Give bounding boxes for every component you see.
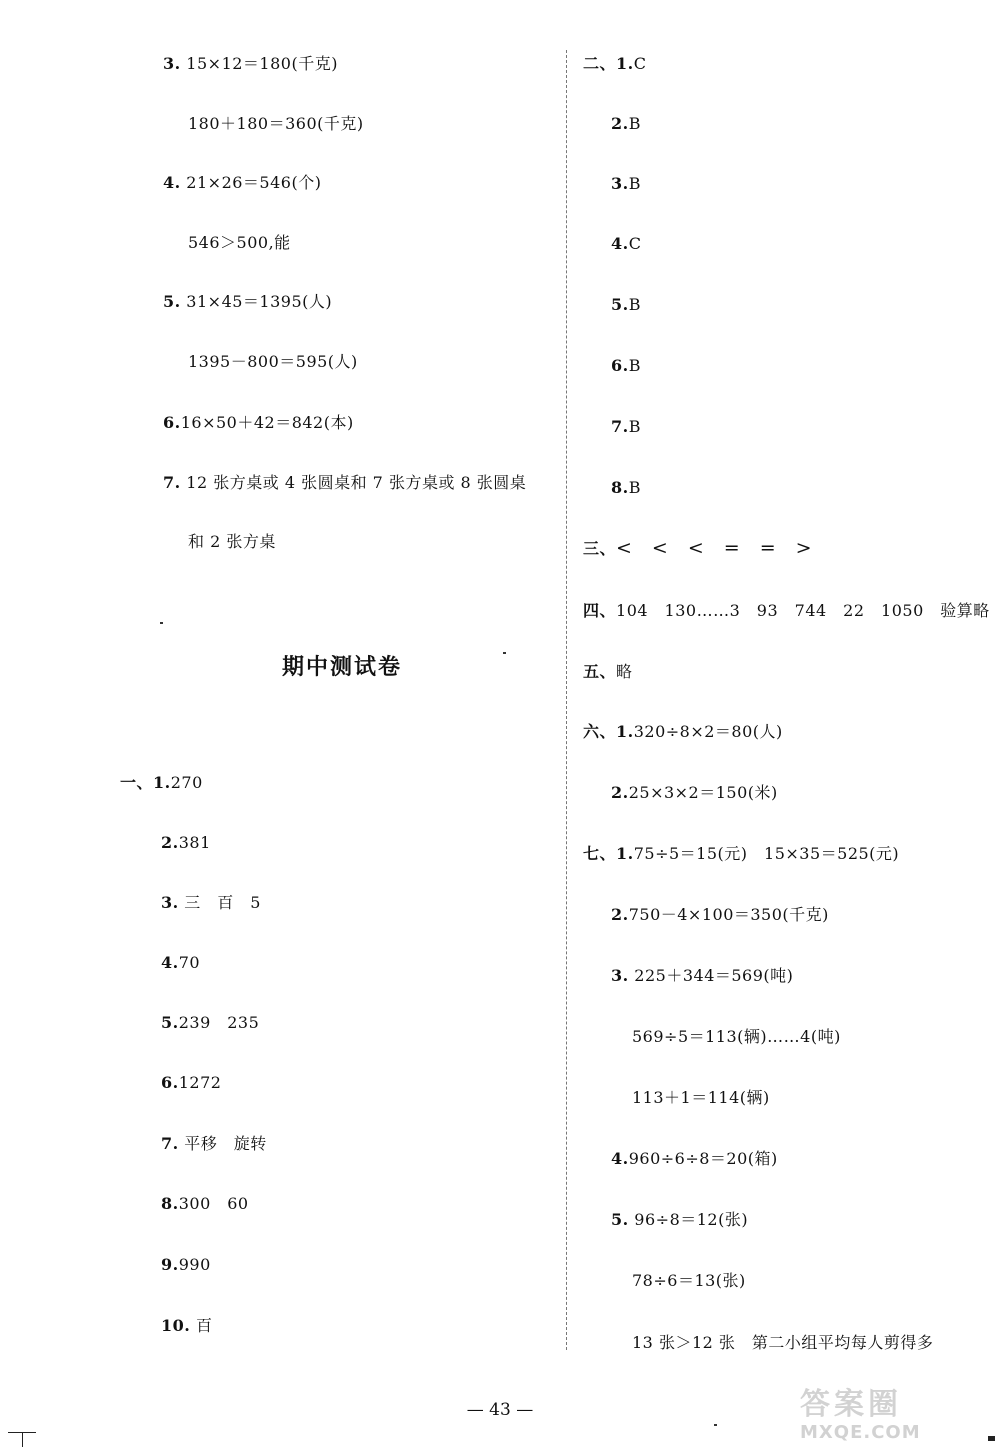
answer-line bbox=[632, 1271, 746, 1291]
answer-text: 15×12＝180(千克) bbox=[186, 54, 338, 73]
item-number: 5. bbox=[161, 1013, 179, 1032]
answer-line-7-4 bbox=[611, 1149, 778, 1169]
item-number: 5. bbox=[611, 1210, 629, 1229]
page-number: — 43 — bbox=[466, 1400, 534, 1420]
item-number: 6. bbox=[611, 356, 629, 375]
midterm-answer-1 bbox=[120, 773, 203, 793]
answer-line-2-4 bbox=[611, 234, 641, 254]
answer-text: 78÷6＝13(张) bbox=[632, 1271, 746, 1290]
item-number: 7. bbox=[161, 1134, 179, 1153]
item-number: 五、 bbox=[583, 662, 617, 681]
midterm-answer-9 bbox=[161, 1255, 211, 1275]
answer-line bbox=[188, 233, 291, 253]
item-number: 2. bbox=[611, 905, 629, 924]
answer-text: 104 130……3 93 744 22 1050 验算略 bbox=[616, 601, 990, 620]
answer-text: 百 bbox=[195, 1316, 213, 1335]
answer-text: 13 张＞12 张 第二小组平均每人剪得多 bbox=[632, 1333, 934, 1352]
item-number: 2. bbox=[161, 833, 179, 852]
item-number: 4. bbox=[161, 953, 179, 972]
column-divider bbox=[566, 50, 567, 1350]
item-number: 6. bbox=[161, 1073, 179, 1092]
answer-text: 三 百 5 bbox=[184, 893, 261, 912]
item-number: 4. bbox=[611, 234, 629, 253]
answer-line-7 bbox=[163, 473, 526, 493]
answer-text: 750－4×100＝350(千克) bbox=[628, 905, 829, 924]
answer-line-7-3 bbox=[611, 966, 793, 986]
item-number: 4. bbox=[611, 1149, 629, 1168]
answer-line bbox=[188, 114, 364, 134]
crop-mark bbox=[988, 1436, 995, 1441]
answer-line-2-1 bbox=[583, 54, 646, 74]
answer-text: 70 bbox=[178, 953, 201, 972]
item-number: 一、1. bbox=[120, 773, 171, 792]
answer-text: 239 235 bbox=[178, 1013, 260, 1032]
answer-text: 180＋180＝360(千克) bbox=[188, 114, 364, 133]
watermark-logo-text: 答案圈 bbox=[800, 1387, 902, 1422]
answer-line-6 bbox=[163, 413, 354, 433]
answer-line bbox=[632, 1088, 770, 1108]
midterm-answer-3 bbox=[161, 893, 261, 913]
item-number: 7. bbox=[163, 473, 181, 492]
item-number: 9. bbox=[161, 1255, 179, 1274]
answer-line-4-compute bbox=[583, 601, 990, 621]
scan-speck bbox=[503, 652, 506, 654]
answer-line-3 bbox=[163, 54, 338, 74]
answer-text: B bbox=[628, 174, 641, 193]
item-number: 2. bbox=[611, 783, 629, 802]
answer-line-3-compare bbox=[583, 538, 812, 559]
answer-line-2-6 bbox=[611, 356, 641, 376]
answer-line bbox=[188, 352, 358, 372]
answer-text: 平移 旋转 bbox=[184, 1134, 267, 1153]
item-number: 2. bbox=[611, 114, 629, 133]
answer-line-6-2 bbox=[611, 783, 778, 803]
answer-text: 略 bbox=[616, 662, 633, 681]
answer-text: C bbox=[633, 54, 647, 73]
answer-line-2-2 bbox=[611, 114, 641, 134]
answer-text: 21×26＝546(个) bbox=[186, 173, 322, 192]
item-number: 5. bbox=[163, 292, 181, 311]
midterm-answer-2 bbox=[161, 833, 211, 853]
scan-speck bbox=[714, 1424, 717, 1426]
answer-text: 569÷5＝113(辆)……4(吨) bbox=[632, 1027, 841, 1046]
answer-text: 31×45＝1395(人) bbox=[186, 292, 333, 311]
midterm-answer-6 bbox=[161, 1073, 221, 1093]
crop-mark bbox=[8, 1432, 36, 1445]
answer-line-7-2 bbox=[611, 905, 829, 925]
item-number: 5. bbox=[611, 295, 629, 314]
item-number: 10. bbox=[161, 1316, 191, 1335]
answer-line-5 bbox=[163, 292, 332, 312]
answer-line-2-8 bbox=[611, 478, 641, 498]
midterm-answer-8 bbox=[161, 1194, 249, 1214]
answer-line-2-3 bbox=[611, 174, 641, 194]
answer-text: B bbox=[628, 356, 641, 375]
answer-text: < < < = = > bbox=[616, 537, 813, 559]
answer-line-6-1 bbox=[583, 722, 783, 742]
item-number: 3. bbox=[163, 54, 181, 73]
answer-line-2-5 bbox=[611, 295, 641, 315]
item-number: 七、1. bbox=[583, 844, 634, 863]
answer-text: 113＋1＝114(辆) bbox=[632, 1088, 770, 1107]
answer-text: 300 60 bbox=[178, 1194, 249, 1213]
item-number: 7. bbox=[611, 417, 629, 436]
answer-line-5-omit bbox=[583, 662, 633, 682]
answer-text: 16×50＋42＝842(本) bbox=[180, 413, 354, 432]
answer-text: 546＞500,能 bbox=[188, 233, 291, 252]
answer-text: 990 bbox=[178, 1255, 211, 1274]
section-title: 期中测试卷 bbox=[282, 654, 403, 680]
scan-speck bbox=[160, 622, 163, 624]
item-number: 3. bbox=[611, 966, 629, 985]
watermark-logo bbox=[800, 1388, 980, 1446]
answer-text: B bbox=[628, 114, 641, 133]
answer-text: 270 bbox=[170, 773, 203, 792]
midterm-answer-4 bbox=[161, 953, 200, 973]
answer-text: B bbox=[628, 417, 641, 436]
answer-text: 和 2 张方桌 bbox=[188, 532, 276, 551]
answer-line-4 bbox=[163, 173, 321, 193]
answer-text: 225＋344＝569(吨) bbox=[634, 966, 794, 985]
item-number: 8. bbox=[161, 1194, 179, 1213]
item-number: 四、 bbox=[583, 601, 617, 620]
answer-line bbox=[632, 1027, 841, 1047]
answer-line-7-5 bbox=[611, 1210, 748, 1230]
answer-text: 381 bbox=[178, 833, 211, 852]
answer-line-7-1 bbox=[583, 844, 899, 864]
answer-text: 25×3×2＝150(米) bbox=[628, 783, 778, 802]
answer-text: C bbox=[628, 234, 642, 253]
item-number: 3. bbox=[611, 174, 629, 193]
answer-text: B bbox=[628, 478, 641, 497]
item-number: 3. bbox=[161, 893, 179, 912]
answer-text: 96÷8＝12(张) bbox=[634, 1210, 749, 1229]
midterm-answer-10 bbox=[161, 1316, 212, 1336]
answer-line-2-7 bbox=[611, 417, 641, 437]
item-number: 4. bbox=[163, 173, 181, 192]
answer-line bbox=[632, 1333, 933, 1353]
answer-text: B bbox=[628, 295, 641, 314]
answer-line bbox=[188, 532, 276, 552]
midterm-answer-7 bbox=[161, 1134, 267, 1154]
answer-text: 960÷6÷8＝20(箱) bbox=[628, 1149, 778, 1168]
answer-text: 75÷5＝15(元) 15×35＝525(元) bbox=[633, 844, 900, 863]
item-number: 6. bbox=[163, 413, 181, 432]
midterm-answer-5 bbox=[161, 1013, 259, 1033]
item-number: 8. bbox=[611, 478, 629, 497]
item-number: 三、 bbox=[583, 539, 617, 558]
item-number: 二、1. bbox=[583, 54, 634, 73]
answer-text: 12 张方桌或 4 张圆桌和 7 张方桌或 8 张圆桌 bbox=[186, 473, 527, 492]
answer-text: 1395－800＝595(人) bbox=[188, 352, 358, 371]
item-number: 六、1. bbox=[583, 722, 634, 741]
answer-text: 1272 bbox=[178, 1073, 222, 1092]
watermark-url: MXQE.COM bbox=[800, 1422, 921, 1443]
answer-text: 320÷8×2＝80(人) bbox=[633, 722, 783, 741]
